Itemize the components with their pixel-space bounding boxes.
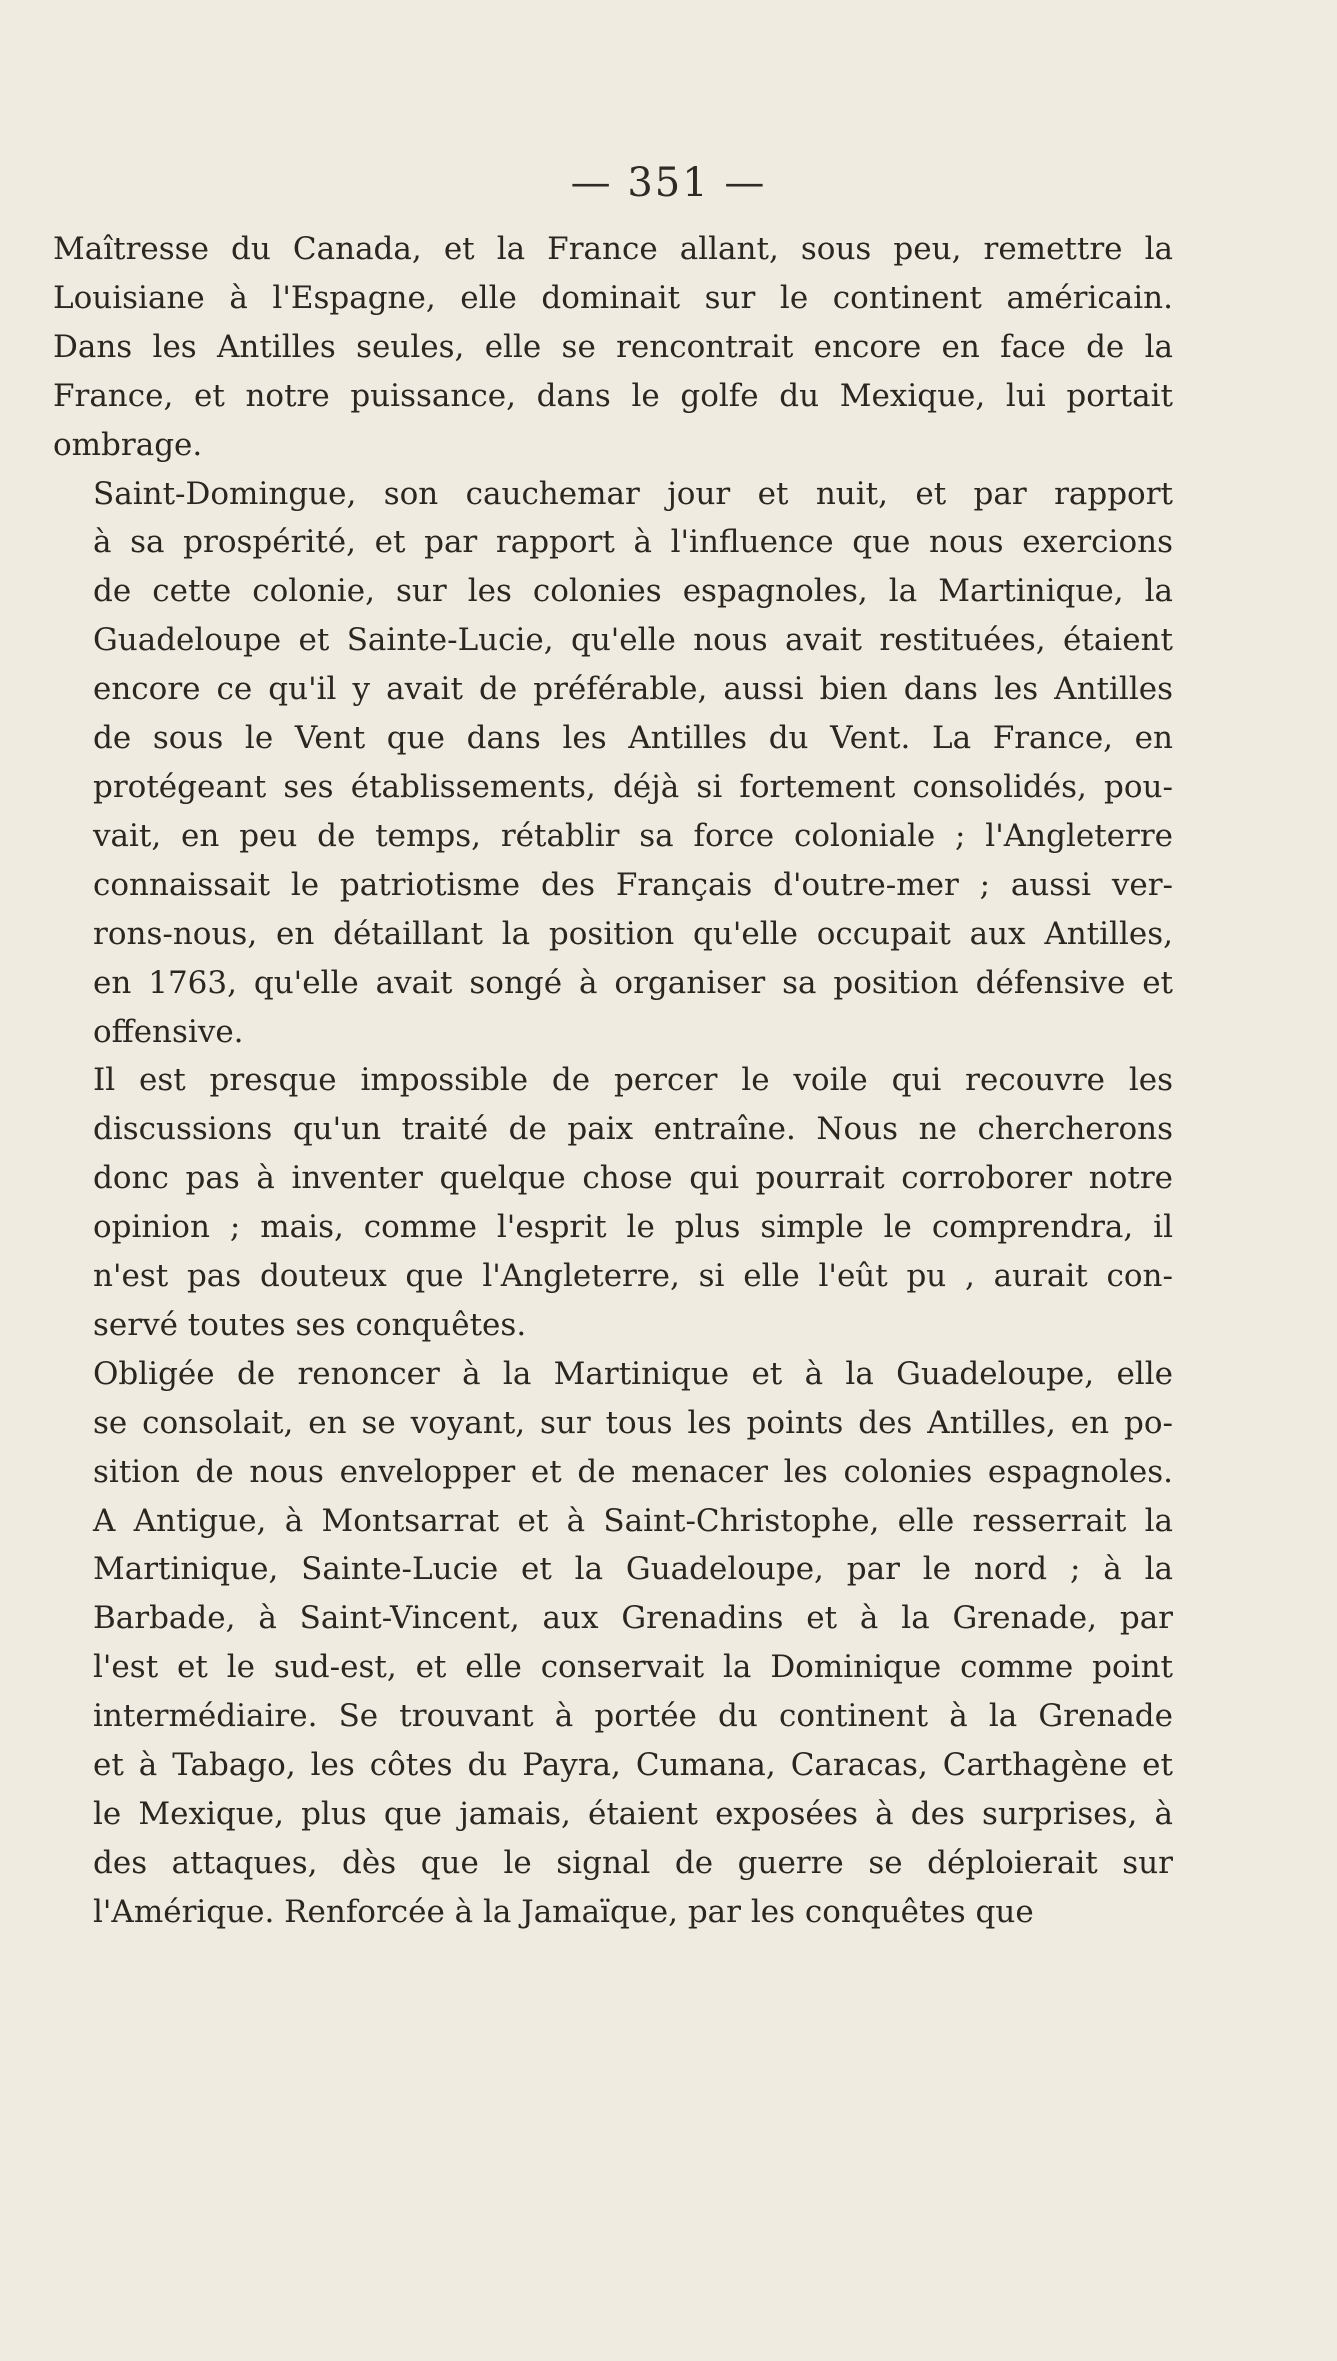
text-line: l'est et le sud-est, et elle conservait la Dominique comme point [93, 1649, 1173, 1686]
paragraph [53, 470, 1173, 1057]
text-line: Martinique, Sainte-Lucie et la Guadeloupe, par le nord ; à la [93, 1551, 1173, 1588]
text-line: vait, en peu de temps, rétablir sa force coloniale ; l'Angleterre [93, 817, 1173, 854]
text-line: Dans les Antilles seules, elle se rencontrait encore en face de la [53, 328, 1173, 365]
text-line: sition de nous envelopper et de menacer les colonies espagnoles. [93, 1453, 1173, 1490]
text-line: ombrage. [53, 426, 203, 463]
text-line: intermédiaire. Se trouvant à portée du continent à la Grenade [93, 1698, 1173, 1735]
page-number: — 351 — [570, 160, 767, 206]
text-line: Il est presque impossible de percer le voile qui recouvre les [93, 1062, 1173, 1099]
text-line: le Mexique, plus que jamais, étaient exposées à des surprises, à [93, 1796, 1173, 1832]
text-line: se consolait, en se voyant, sur tous les points des Antilles, en po- [93, 1404, 1173, 1441]
text-line: rons-nous, en détaillant la position qu'elle occupait aux Antilles, [93, 915, 1173, 952]
text-line: offensive. [93, 1013, 244, 1050]
text-line: Barbade, à Saint-Vincent, aux Grenadins et à la Grenade, par [93, 1600, 1173, 1637]
text-line: n'est pas douteux que l'Angleterre, si elle l'eût pu , aurait con- [93, 1258, 1173, 1295]
text-line: Maîtresse du Canada, et la France allant, sous peu, remettre la [53, 231, 1173, 267]
text-line: encore ce qu'il y avait de préférable, aussi bien dans les Antilles [93, 671, 1173, 708]
text-line: A Antigue, à Montsarrat et à Saint-Christophe, elle resserrait la [93, 1502, 1173, 1539]
text-line: Obligée de renoncer à la Martinique et à la Guadeloupe, elle [93, 1355, 1173, 1392]
page-body [53, 225, 1173, 2135]
text-line: en 1763, qu'elle avait songé à organiser sa position défensive et [93, 964, 1173, 1001]
text-line: et à Tabago, les côtes du Payra, Cumana, Caracas, Carthagène et [93, 1747, 1173, 1784]
text-line: Guadeloupe et Sainte-Lucie, qu'elle nous avait restituées, étaient [93, 622, 1173, 659]
paragraph [53, 1056, 1173, 1349]
text-line: de cette colonie, sur les colonies espagnoles, la Martinique, la [93, 573, 1173, 610]
text-line: opinion ; mais, comme l'esprit le plus simple le comprendra, il [93, 1209, 1173, 1246]
text-line: discussions qu'un traité de paix entraîne. Nous ne chercherons [93, 1111, 1173, 1148]
text-line: des attaques, dès que le signal de guerre se déploierait sur [93, 1844, 1173, 1881]
text-line: servé toutes ses conquêtes. [93, 1306, 527, 1343]
text-line: l'Amérique. Renforcée à la Jamaïque, par les conquêtes que [93, 1893, 1034, 1930]
text-line: Louisiane à l'Espagne, elle dominait sur le continent américain. [53, 279, 1173, 316]
paragraph [53, 1350, 1173, 1937]
paragraph [53, 225, 1173, 470]
text-line: à sa prospérité, et par rapport à l'influence que nous exercions [93, 524, 1173, 561]
text-line: de sous le Vent que dans les Antilles du Vent. La France, en [93, 720, 1173, 757]
text-line: protégeant ses établissements, déjà si fortement consolidés, pou- [93, 768, 1173, 805]
text-line: connaissait le patriotisme des Français d'outre-mer ; aussi ver- [93, 866, 1173, 903]
text-line: France, et notre puissance, dans le golfe du Mexique, lui portait [53, 377, 1173, 414]
text-line: donc pas à inventer quelque chose qui pourrait corroborer notre [93, 1160, 1173, 1197]
text-line: Saint-Domingue, son cauchemar jour et nuit, et par rapport [93, 475, 1173, 512]
